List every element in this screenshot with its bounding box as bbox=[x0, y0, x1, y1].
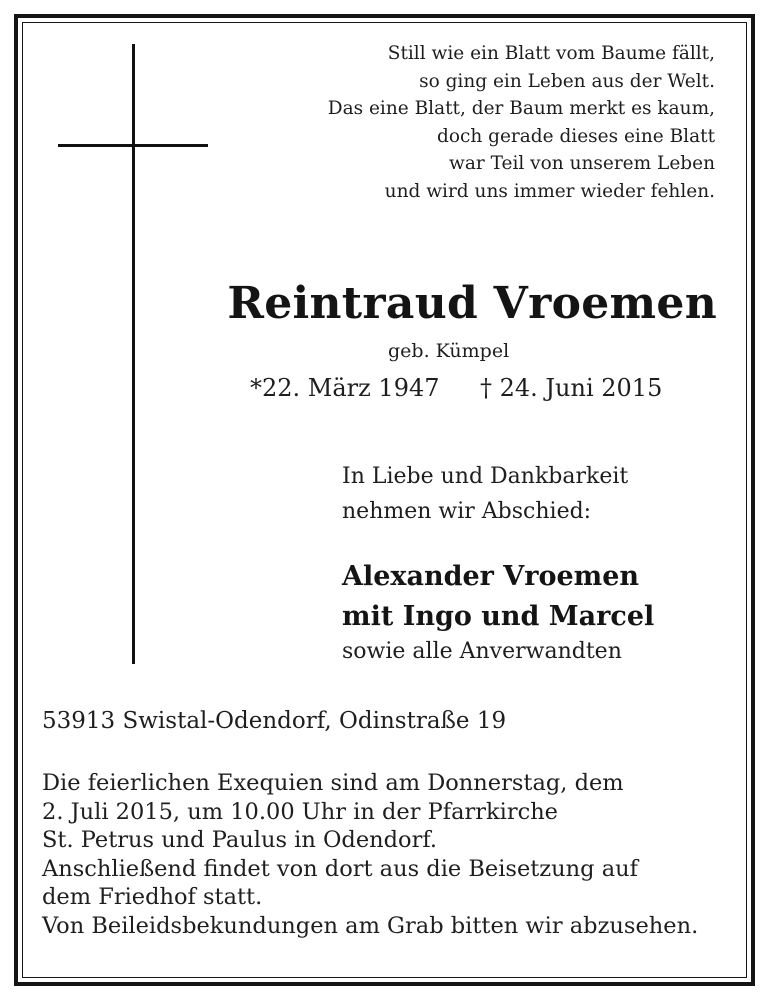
service-line: Von Beileidsbekundungen am Grab bitten wir abzusehen. bbox=[42, 912, 699, 939]
birth-date: *22. März 1947 bbox=[250, 374, 440, 402]
poem-line: Still wie ein Blatt vom Baume fällt, bbox=[387, 43, 715, 64]
mourner-primary: Alexander Vroemen bbox=[342, 561, 640, 592]
farewell-text bbox=[342, 459, 628, 529]
poem-line: doch gerade dieses eine Blatt bbox=[436, 125, 715, 147]
poem-line: und wird uns immer wieder fehlen. bbox=[384, 180, 715, 202]
service-line: 2. Juli 2015, um 10.00 Uhr in der Pfarrkirche bbox=[42, 798, 558, 825]
poem bbox=[235, 40, 715, 205]
mourner-secondary: sowie alle Anverwandten bbox=[342, 639, 622, 664]
cross-icon bbox=[132, 44, 135, 664]
service-line: Die feierlichen Exequien sind am Donnerstag, dem bbox=[42, 770, 624, 796]
service-line: Anschließend findet von dort aus die Beisetzung auf bbox=[42, 855, 638, 882]
service-line: St. Petrus und Paulus in Odendorf. bbox=[42, 827, 438, 853]
farewell-line: nehmen wir Abschied: bbox=[342, 499, 592, 524]
cross-icon-bar bbox=[58, 144, 208, 147]
service-line: dem Friedhof statt. bbox=[42, 884, 263, 910]
poem-line: Das eine Blatt, der Baum merkt es kaum, bbox=[327, 98, 715, 119]
farewell-line: In Liebe und Dankbarkeit bbox=[342, 464, 629, 489]
address: 53913 Swistal-Odendorf, Odinstraße 19 bbox=[42, 708, 507, 734]
service-info bbox=[42, 769, 732, 940]
death-date: † 24. Juni 2015 bbox=[480, 374, 663, 402]
poem-line: war Teil von unserem Leben bbox=[449, 153, 715, 174]
maiden-name: geb. Kümpel bbox=[388, 340, 510, 362]
mourners bbox=[342, 557, 654, 667]
deceased-name: Reintraud Vroemen bbox=[227, 278, 717, 329]
mourner-primary: mit Ingo und Marcel bbox=[342, 601, 655, 632]
poem-line: so ging ein Leben aus der Welt. bbox=[419, 70, 715, 92]
